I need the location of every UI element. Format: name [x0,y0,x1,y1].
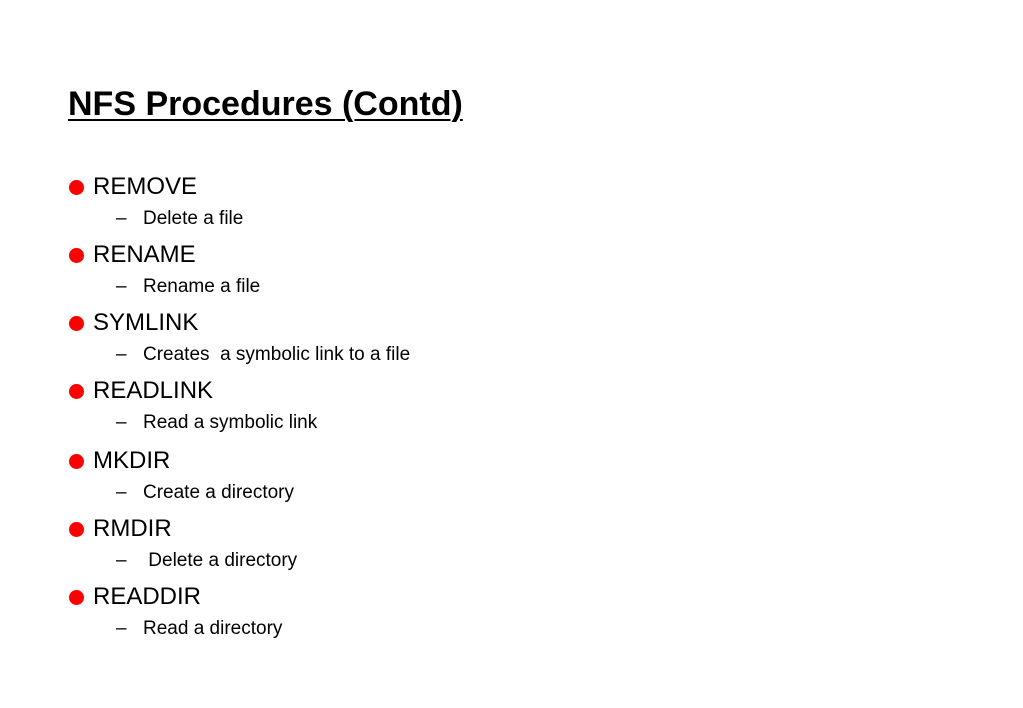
sub-bullet-row [68,478,410,508]
sub-bullet-row [68,614,410,644]
bullet-row [68,238,410,272]
list-item-readlink [68,374,410,444]
list-item-symlink [68,306,410,374]
bullet-row [68,444,410,478]
sub-bullet-row [68,546,410,576]
procedure-name: MKDIR [93,447,171,474]
procedure-name: READDIR [93,583,202,610]
procedure-description: Rename a file [143,276,261,297]
bullet-row [68,170,410,204]
slide-title: NFS Procedures (Contd) [68,85,463,123]
sub-bullet-row [68,204,410,234]
red-bullet-icon [69,590,84,605]
dash-marker: – [116,344,127,365]
bullet-row [68,306,410,340]
sub-bullet-row [68,408,410,438]
red-bullet-icon [69,454,84,469]
procedure-list [68,170,410,648]
bullet-row [68,512,410,546]
procedure-name: REMOVE [93,173,198,200]
procedure-description: Create a directory [143,482,295,503]
procedure-description: Read a directory [143,618,283,639]
list-item-rename [68,238,410,306]
red-bullet-icon [69,248,84,263]
procedure-description: Read a symbolic link [143,412,318,433]
procedure-name: RMDIR [93,515,172,542]
dash-marker: – [116,276,127,297]
red-bullet-icon [69,522,84,537]
red-bullet-icon [69,180,84,195]
list-item-rmdir [68,512,410,580]
red-bullet-icon [69,316,84,331]
dash-marker: – [116,550,127,571]
list-item-readdir [68,580,410,648]
list-item-mkdir [68,444,410,512]
list-item-remove [68,170,410,238]
procedure-name: RENAME [93,241,196,268]
procedure-description: Creates a symbolic link to a file [143,344,411,365]
procedure-description: Delete a file [143,208,244,229]
dash-marker: – [116,412,127,433]
dash-marker: – [116,482,127,503]
dash-marker: – [116,618,127,639]
bullet-row [68,580,410,614]
procedure-name: READLINK [93,377,214,404]
bullet-row [68,374,410,408]
procedure-description: Delete a directory [143,550,298,571]
procedure-name: SYMLINK [93,309,199,336]
sub-bullet-row [68,340,410,370]
dash-marker: – [116,208,127,229]
red-bullet-icon [69,384,84,399]
sub-bullet-row [68,272,410,302]
